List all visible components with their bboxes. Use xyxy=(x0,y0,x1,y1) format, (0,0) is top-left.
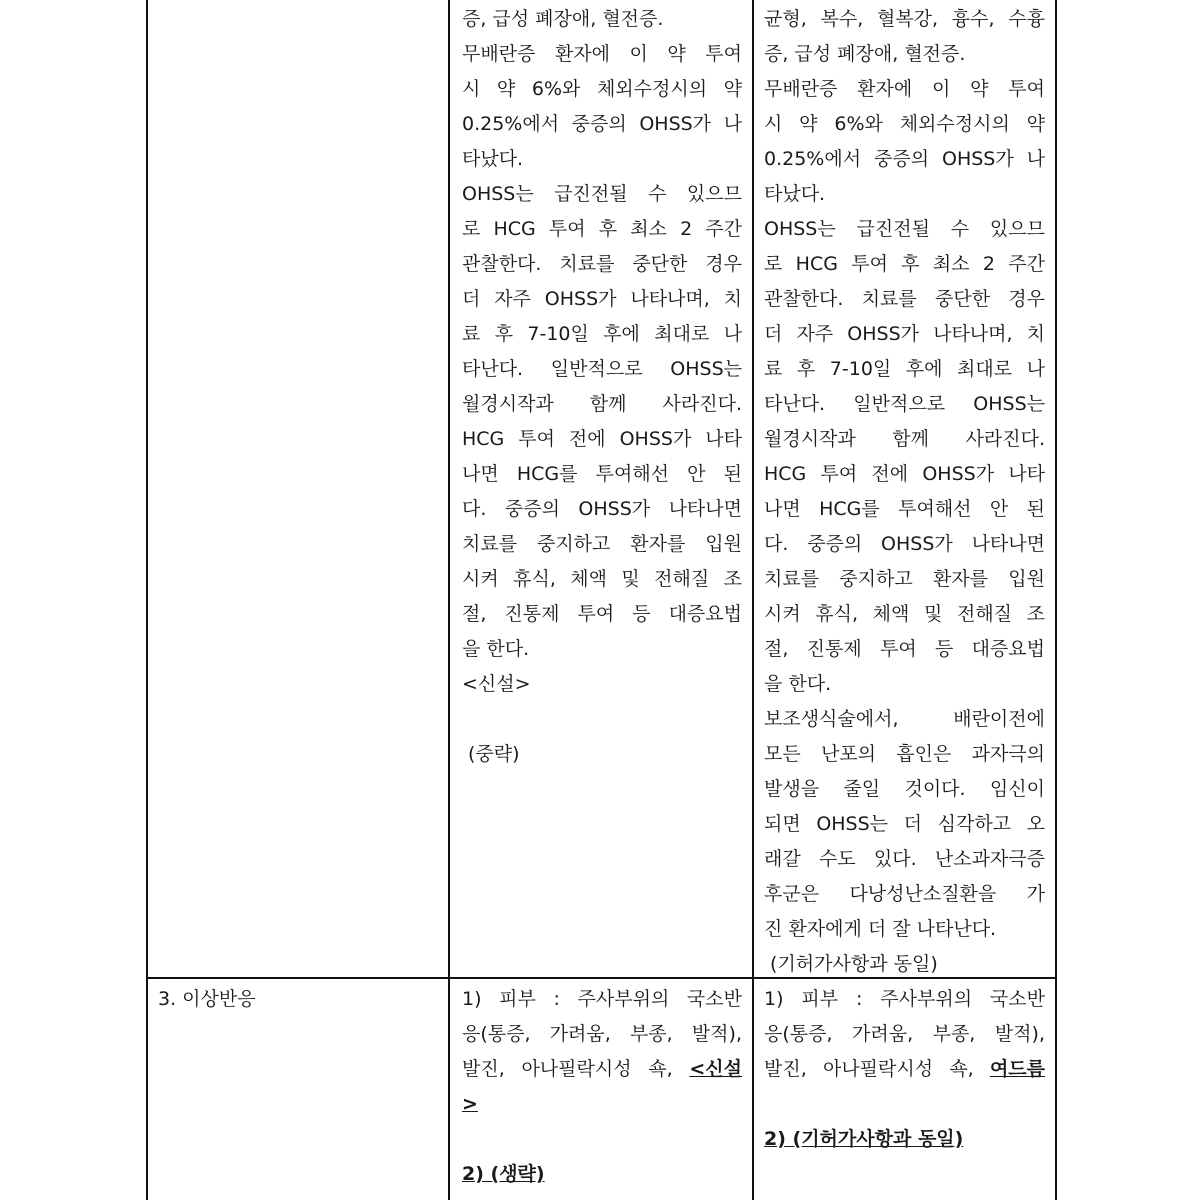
text-line: 을 한다. xyxy=(462,638,530,660)
new-addition-mark-end: > xyxy=(462,1093,478,1115)
text-line: 균형, 복수, 혈복강, 흉수, 수흉 xyxy=(764,8,1045,30)
text-line: 무배란증 환자에 이 약 투여 xyxy=(462,43,742,65)
text-line: 관찰한다. 치료를 중단한 경우 xyxy=(764,288,1045,310)
row2-label-cell xyxy=(158,982,438,1022)
text-line: 보조생식술에서, 배란이전에 xyxy=(764,708,1045,730)
text-line: 료 후 7-10일 후에 최대로 나 xyxy=(764,358,1045,380)
row1-col3-text xyxy=(764,2,1045,974)
row1-col3-cell xyxy=(764,2,1045,974)
text-line: 관찰한다. 치료를 중단한 경우 xyxy=(462,253,742,275)
text-line: 되면 OHSS는 더 심각하고 오 xyxy=(764,813,1045,835)
text-line: 월경시작과 함께 사라진다. xyxy=(462,393,742,415)
text-line: 더 자주 OHSS가 나타나며, 치 xyxy=(764,323,1045,345)
text-line: 래갈 수도 있다. 난소과자극증 xyxy=(764,848,1045,870)
text-line: 나면 HCG를 투여해선 안 된 xyxy=(764,498,1045,520)
row1-col2-text xyxy=(462,2,742,772)
row2-col3-line: 응(통증, 가려움, 부종, 발적), xyxy=(764,1023,1045,1045)
text-line: 로 HCG 투여 후 최소 2 주간 xyxy=(764,253,1045,275)
row2-col2-line3-text: 발진, 아나필락시성 쇽, xyxy=(462,1058,690,1080)
text-line: 타난다. 일반적으로 OHSS는 xyxy=(462,358,742,380)
section-label-adverse-reactions: 3. 이상반응 xyxy=(158,988,256,1010)
table-border-col2 xyxy=(448,0,450,1200)
row2-col2-line: 응(통증, 가려움, 부종, 발적), xyxy=(462,1023,742,1045)
text-line: HCG 투여 전에 OHSS가 나타 xyxy=(764,463,1045,485)
text-line: 타났다. xyxy=(764,183,826,205)
row2-col3-line: 1) 피부 : 주사부위의 국소반 xyxy=(764,988,1045,1010)
text-line: 시켜 휴식, 체액 및 전해질 조 xyxy=(764,603,1045,625)
text-line: 증, 급성 폐장애, 혈전증. xyxy=(462,8,664,30)
text-line: (기허가사항과 동일) xyxy=(764,953,938,974)
text-line: (중략) xyxy=(462,743,520,765)
row2-col3-line3-text: 발진, 아나필락시성 쇽, xyxy=(764,1058,990,1080)
table-border-left xyxy=(146,0,148,1200)
text-line: 시 약 6%와 체외수정시의 약 xyxy=(462,78,742,100)
text-line: 시 약 6%와 체외수정시의 약 xyxy=(764,113,1045,135)
text-line: 무배란증 환자에 이 약 투여 xyxy=(764,78,1045,100)
text-line: HCG 투여 전에 OHSS가 나타 xyxy=(462,428,742,450)
text-line: 월경시작과 함께 사라진다. xyxy=(764,428,1045,450)
text-line: 나면 HCG를 투여해선 안 된 xyxy=(462,463,742,485)
text-line: 모든 난포의 흡인은 과자극의 xyxy=(764,743,1045,765)
text-line: OHSS는 급진전될 수 있으므 xyxy=(462,183,742,205)
row2-col2-line xyxy=(462,1052,742,1087)
row2-col3-same-as-approved: 2) (기허가사항과 동일) xyxy=(764,1128,964,1150)
row2-col3-line xyxy=(764,1052,1045,1087)
text-line: 치료를 중지하고 환자를 입원 xyxy=(462,533,742,555)
text-line: 로 HCG 투여 후 최소 2 주간 xyxy=(462,218,742,240)
table-row-divider xyxy=(146,977,1057,979)
row2-col2-omitted: 2) (생략) xyxy=(462,1163,545,1185)
text-line: 진 환자에게 더 잘 나타난다. xyxy=(764,918,997,940)
spacer xyxy=(764,1087,1045,1122)
text-line: 타난다. 일반적으로 OHSS는 xyxy=(764,393,1045,415)
text-line: 다. 중증의 OHSS가 나타나면 xyxy=(764,533,1045,555)
table-border-right xyxy=(1055,0,1057,1200)
text-line xyxy=(462,702,742,737)
text-line: 절, 진통제 투여 등 대증요법 xyxy=(764,638,1045,660)
text-line: 타났다. xyxy=(462,148,524,170)
new-addition-mark: <신설 xyxy=(689,1058,742,1080)
text-line: 더 자주 OHSS가 나타나며, 치 xyxy=(462,288,742,310)
row1-col2-cell xyxy=(462,2,742,974)
text-line: OHSS는 급진전될 수 있으므 xyxy=(764,218,1045,240)
row2-col2-line: 1) 피부 : 주사부위의 국소반 xyxy=(462,988,742,1010)
added-term-acne: 여드름 xyxy=(989,1058,1045,1080)
text-line: 0.25%에서 중증의 OHSS가 나 xyxy=(462,113,742,135)
text-line: 절, 진통제 투여 등 대증요법 xyxy=(462,603,742,625)
table-border-col3 xyxy=(752,0,754,1200)
text-line: 다. 중증의 OHSS가 나타나면 xyxy=(462,498,742,520)
text-line: 료 후 7-10일 후에 최대로 나 xyxy=(462,323,742,345)
text-line: 0.25%에서 중증의 OHSS가 나 xyxy=(764,148,1045,170)
spacer xyxy=(462,1122,742,1157)
row2-col2-cell xyxy=(462,982,742,1200)
text-line: 후군은 다낭성난소질환을 가 xyxy=(764,883,1045,905)
text-line: 을 한다. xyxy=(764,673,832,695)
text-line: 시켜 휴식, 체액 및 전해질 조 xyxy=(462,568,742,590)
text-line: <신설> xyxy=(462,673,531,695)
text-line: 발생을 줄일 것이다. 임신이 xyxy=(764,778,1045,800)
text-line: 증, 급성 폐장애, 혈전증. xyxy=(764,43,966,65)
row2-col3-cell xyxy=(764,982,1045,1200)
text-line: 치료를 중지하고 환자를 입원 xyxy=(764,568,1045,590)
